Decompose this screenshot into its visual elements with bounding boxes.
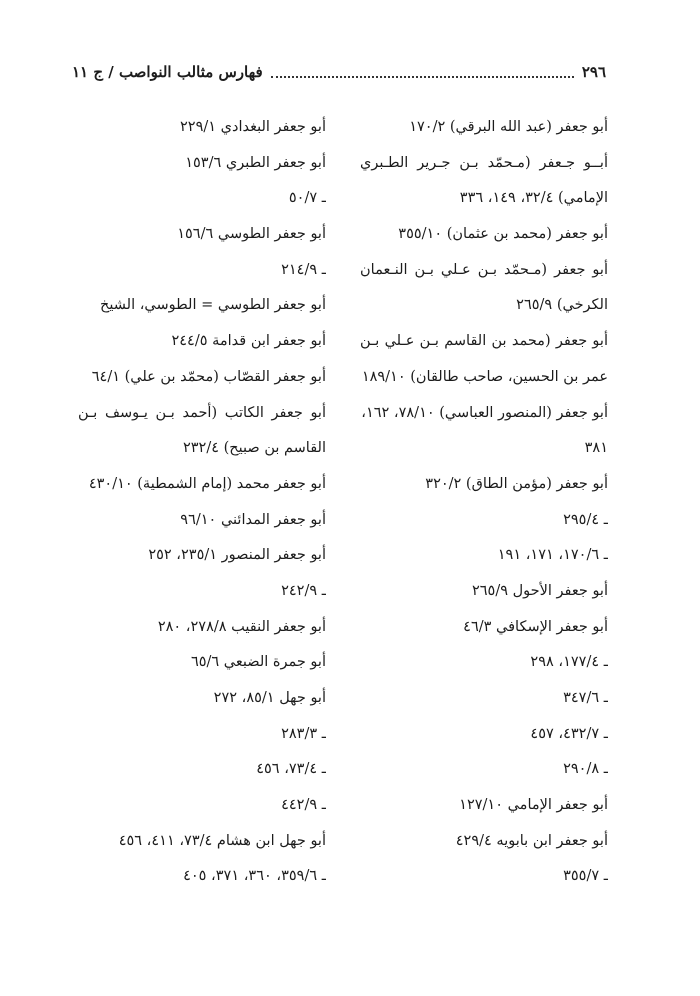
index-entry: ـ ٣٥٥/٧ [563, 868, 608, 885]
running-title: فهارس مثالب النواصب / ج ١١ [72, 63, 263, 81]
index-columns [78, 110, 608, 910]
index-entry: ٣٨١ [584, 440, 608, 457]
index-entry: ـ ٣٤٧/٦ [563, 690, 608, 706]
index-entry: ـ ٢١٤/٩ [281, 261, 326, 278]
index-entry: أبو جعفر المدائني ٩٦/١٠ [180, 511, 326, 528]
index-entry: أبو جعفر البغدادي ٢٢٩/١ [180, 119, 326, 135]
index-entry: ـ ٤٤٢/٩ [281, 797, 326, 814]
index-entry: ـ ٥٠/٧ [288, 190, 326, 207]
index-entry: أبو جعفر (محمد بن عثمان) ٣٥٥/١٠ [398, 226, 608, 243]
page-number: ٢٩٦ [581, 63, 606, 81]
index-entry: أبــو جـعفر (مـحمّد بـن جـرير الطـبري [360, 154, 608, 171]
page-header [72, 58, 606, 86]
index-entry: أبو جعفر القصّاب (محمّد بن علي) ٦٤/١ [91, 368, 326, 385]
index-entry: أبو جعفر (محمد بن القاسم بـن عـلي بـن [360, 333, 608, 350]
index-entry: أبو جعفر المنصور ٢٣٥/١، ٢٥٢ [148, 547, 326, 564]
index-entry: ـ ٢٨٣/٣ [281, 725, 326, 742]
index-entry: أبو جهل ابن هشام ٧٣/٤، ٤١١، ٤٥٦ [118, 832, 326, 849]
index-entry: أبو جعفر الطوسي = الطوسي، الشيخ [100, 297, 326, 314]
index-entry: أبو جعفر (مـحمّد بـن عـلي بـن النـعمان [360, 261, 608, 278]
index-entry: أبو جعفر (مؤمن الطاق) ٣٢٠/٢ [425, 475, 608, 492]
index-entry: أبو جعفر (عبد الله البرقي) ١٧٠/٢ [409, 119, 608, 135]
index-entry: أبو جعفر (المنصور العباسي) ٧٨/١٠، ١٦٢، [361, 404, 608, 421]
index-entry: أبو جعفر الطوسي ١٥٦/٦ [177, 226, 326, 243]
index-entry: ـ ٤٣٢/٧، ٤٥٧ [530, 725, 608, 742]
index-entry: أبو جعفر الإمامي ١٢٧/١٠ [459, 797, 608, 814]
index-entry: أبو جعفر ابن قدامة ٢٤٤/٥ [171, 333, 326, 350]
index-entry: أبو جعفر الكاتب (أحمد بـن يـوسف بـن [78, 404, 326, 421]
index-entry: أبو جعفر ابن بابويه ٤٢٩/٤ [455, 832, 608, 849]
dotted-leader [271, 75, 574, 78]
index-entry: أبو جعفر الطبري ١٥٣/٦ [185, 154, 326, 171]
index-entry: القاسم بن صبيح) ٢٣٢/٤ [182, 440, 326, 457]
index-entry: ـ ١٧٠/٦، ١٧١، ١٩١ [497, 547, 608, 564]
index-entry: ـ ٢٩٠/٨ [563, 761, 608, 778]
index-entry: عمر بن الحسين، صاحب طالقان) ١٨٩/١٠ [361, 368, 608, 385]
index-entry: أبو جعفر الإسكافي ٤٦/٣ [463, 618, 608, 635]
index-entry: ـ ٣٥٩/٦، ٣٦٠، ٣٧١، ٤٠٥ [183, 868, 326, 885]
index-entry: ـ ٢٤٢/٩ [281, 582, 326, 599]
index-entry: ـ ١٧٧/٤، ٢٩٨ [530, 654, 608, 671]
index-column-right [360, 110, 608, 910]
index-entry: أبو جعفر النقيب ٢٧٨/٨، ٢٨٠ [157, 618, 326, 635]
index-entry: أبو جهل ٨٥/١، ٢٧٢ [213, 690, 326, 706]
index-entry: الكرخي) ٢٦٥/٩ [516, 297, 608, 314]
index-entry: الإمامي) ٣٢/٤، ١٤٩، ٣٣٦ [459, 190, 608, 207]
index-entry: أبو جمرة الضبعي ٦٥/٦ [190, 654, 326, 671]
index-entry: أبو جعفر محمد (إمام الشمطية) ٤٣٠/١٠ [88, 475, 326, 492]
index-column-left [78, 110, 326, 910]
index-entry: ـ ٢٩٥/٤ [563, 511, 608, 528]
index-entry: أبو جعفر الأحول ٢٦٥/٩ [471, 582, 608, 599]
index-entry: ـ ٧٣/٤، ٤٥٦ [256, 761, 326, 778]
